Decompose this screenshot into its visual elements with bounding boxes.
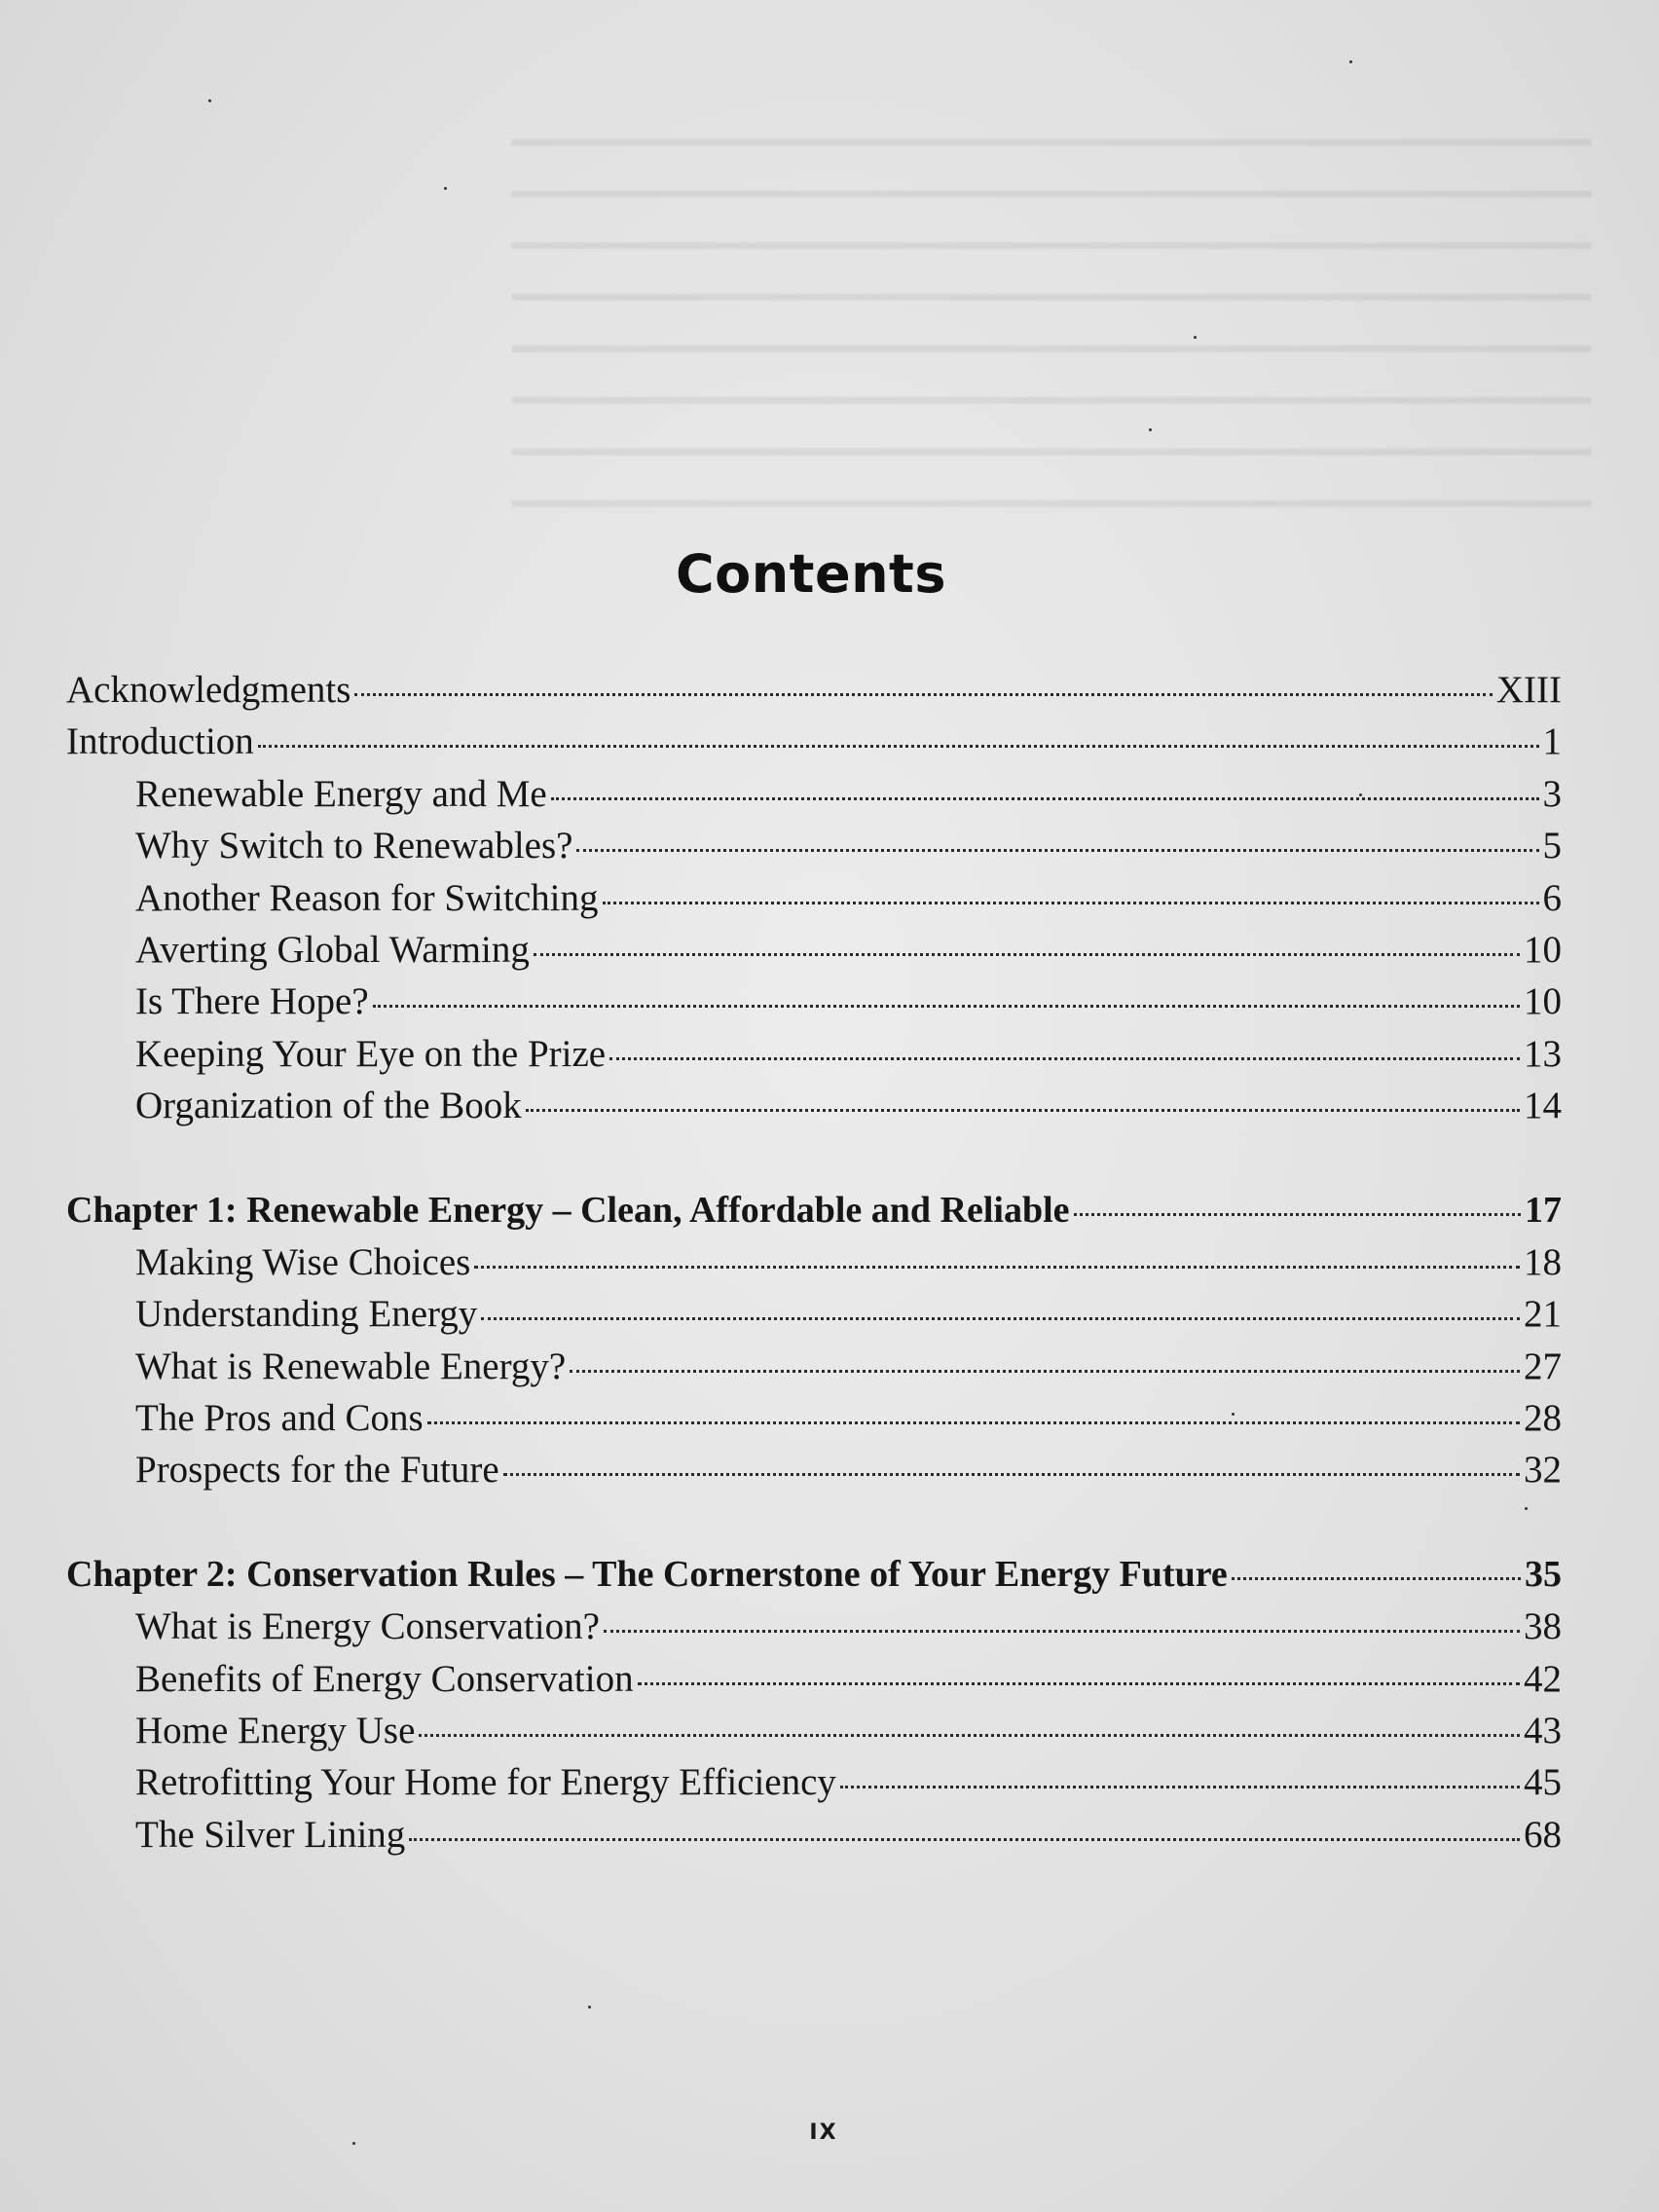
toc-entry-title: Keeping Your Eye on the Prize xyxy=(135,1032,607,1075)
dot-leader xyxy=(474,1266,1520,1269)
toc-entry-page-number: 45 xyxy=(1524,1761,1562,1804)
toc-entry[interactable] xyxy=(66,1760,1562,1812)
toc-entry[interactable] xyxy=(66,1448,1562,1499)
toc-entry-title: Prospects for the Future xyxy=(135,1449,499,1492)
toc-entry-page-number: 10 xyxy=(1524,928,1562,971)
toc-entry-page-number: 42 xyxy=(1524,1657,1562,1700)
dot-leader xyxy=(576,849,1538,852)
toc-chapter-entry[interactable] xyxy=(66,1189,1562,1240)
toc-entry-page-number: 6 xyxy=(1542,876,1562,919)
dot-leader xyxy=(419,1734,1520,1737)
dot-leader xyxy=(1074,1213,1521,1216)
toc-entry-page-number: 1 xyxy=(1542,720,1562,763)
toc-entry-title: Understanding Energy xyxy=(135,1293,478,1336)
toc-entry-title: Chapter 1: Renewable Energy – Clean, Affordable and Reliable xyxy=(66,1189,1070,1231)
toc-entry[interactable] xyxy=(66,1813,1562,1864)
toc-entry-title: Renewable Energy and Me xyxy=(135,772,547,815)
dot-leader xyxy=(840,1786,1520,1788)
toc-entry-title: What is Energy Conservation? xyxy=(135,1605,600,1648)
dust-speck xyxy=(588,2006,591,2009)
toc-entry[interactable] xyxy=(66,1084,1562,1135)
toc-entry-title: Chapter 2: Conservation Rules – The Cornerstone of Your Energy Future xyxy=(66,1553,1228,1595)
dot-leader xyxy=(481,1317,1520,1320)
toc-entry-title: Making Wise Choices xyxy=(135,1240,471,1283)
dust-speck xyxy=(208,99,211,102)
toc-entry-page-number: 35 xyxy=(1525,1553,1562,1595)
dot-leader xyxy=(570,1370,1520,1373)
toc-entry-title: Why Switch to Renewables? xyxy=(135,825,573,867)
dust-speck xyxy=(444,187,447,190)
dot-leader xyxy=(551,797,1539,800)
toc-entry[interactable] xyxy=(66,1657,1562,1709)
toc-entry-page-number: 14 xyxy=(1524,1085,1562,1127)
dot-leader xyxy=(503,1473,1520,1476)
toc-entry-page-number: 32 xyxy=(1524,1449,1562,1492)
dust-speck xyxy=(1149,428,1152,431)
toc-entry-page-number: 10 xyxy=(1524,980,1562,1023)
toc-entry-page-number: 13 xyxy=(1524,1032,1562,1075)
toc-entry-page-number: 17 xyxy=(1525,1189,1562,1231)
dot-leader xyxy=(1232,1577,1521,1580)
toc-entry-page-number: 5 xyxy=(1542,825,1562,867)
dot-leader xyxy=(604,1630,1520,1633)
dot-leader xyxy=(638,1682,1520,1685)
page-number: IX xyxy=(809,2120,838,2145)
toc-entry[interactable] xyxy=(66,772,1562,824)
dust-speck xyxy=(1194,336,1197,339)
dot-leader xyxy=(409,1838,1520,1841)
toc-entry-title: Organization of the Book xyxy=(135,1085,522,1127)
toc-entry[interactable] xyxy=(66,1604,1562,1656)
table-of-contents xyxy=(66,668,1562,1864)
toc-entry[interactable] xyxy=(66,668,1562,719)
toc-entry-page-number: 43 xyxy=(1524,1710,1562,1752)
dot-leader xyxy=(258,745,1539,748)
toc-entry-title: What is Renewable Energy? xyxy=(135,1345,567,1387)
toc-entry[interactable] xyxy=(66,1032,1562,1084)
page-title: Contents xyxy=(675,543,946,605)
toc-entry-page-number: 38 xyxy=(1524,1605,1562,1648)
toc-entry[interactable] xyxy=(66,979,1562,1031)
toc-entry[interactable] xyxy=(66,824,1562,875)
dust-speck xyxy=(1359,793,1362,796)
toc-entry-page-number: 28 xyxy=(1524,1397,1562,1440)
toc-entry-title: Acknowledgments xyxy=(66,669,351,711)
toc-entry[interactable] xyxy=(66,1396,1562,1448)
dot-leader xyxy=(609,1057,1520,1060)
dust-speck xyxy=(352,2142,355,2145)
toc-entry-page-number: 3 xyxy=(1542,772,1562,815)
dot-leader xyxy=(354,693,1492,696)
toc-entry-title: Another Reason for Switching xyxy=(135,876,599,919)
dot-leader xyxy=(526,1109,1520,1112)
toc-entry[interactable] xyxy=(66,1345,1562,1396)
toc-entry-title: Introduction xyxy=(66,720,254,763)
toc-entry[interactable] xyxy=(66,876,1562,928)
toc-entry[interactable] xyxy=(66,1292,1562,1344)
toc-entry-title: Benefits of Energy Conservation xyxy=(135,1657,634,1700)
toc-entry[interactable] xyxy=(66,1709,1562,1760)
toc-entry[interactable] xyxy=(66,928,1562,979)
dot-leader xyxy=(373,1005,1520,1008)
toc-entry-title: The Silver Lining xyxy=(135,1813,406,1856)
toc-entry-page-number: 21 xyxy=(1524,1293,1562,1336)
toc-chapter-entry[interactable] xyxy=(66,1553,1562,1604)
toc-entry-page-number: 18 xyxy=(1524,1240,1562,1283)
toc-entry-title: Is There Hope? xyxy=(135,980,369,1023)
dust-speck xyxy=(1232,1413,1235,1416)
toc-entry[interactable] xyxy=(66,1240,1562,1292)
toc-entry-page-number: 27 xyxy=(1524,1345,1562,1387)
dot-leader xyxy=(534,953,1520,956)
dot-leader xyxy=(603,902,1539,904)
reverse-page-show-through: ━━━━━━━━━━━━━━━━━━━━━━━━━━━━━━━━━━━━━━━━━━━━━━ ━━━━━━━━━━━━━━━━━━━━━━━━━━━━━━━━━━━━━━━━━━━━━━ ━━━━━━━━━━━━━━━━━━━━━━━━━━━━━━━━━━━━━━━━━━━━━━ ━━━━━━━━━━━━━━━━━━━━━━━━━━━━━━━━━━━━━━━━━━━━━━ ━━━━━━━━━━━━━━━━━━━━━━━━━━━━━━━━━━━━━━━━━━━━━━ ━━━━━━━━━━━━━━━━━━━━━━━━━━━━━━━━━━━━━━━━━━━━━━ ━━━━━━━━━━━━━━━━━━━━━━━━━━━━━━━━━━━━━━━━━━━━━━ ━━━━━━━━━━━━━━━━━━━━━━━━━━━━━━━━━━━━━━━━━━━━━━ xyxy=(512,121,1591,526)
toc-entry-title: Retrofitting Your Home for Energy Efficiency xyxy=(135,1761,836,1804)
dust-speck xyxy=(1349,60,1352,63)
dust-speck xyxy=(1525,1507,1528,1510)
toc-entry-page-number: XIII xyxy=(1495,669,1562,711)
toc-entry[interactable] xyxy=(66,719,1562,771)
toc-entry-title: Home Energy Use xyxy=(135,1710,416,1752)
toc-entry-page-number: 68 xyxy=(1524,1813,1562,1856)
toc-entry-title: The Pros and Cons xyxy=(135,1397,424,1440)
dot-leader xyxy=(427,1421,1520,1424)
toc-entry-title: Averting Global Warming xyxy=(135,928,530,971)
